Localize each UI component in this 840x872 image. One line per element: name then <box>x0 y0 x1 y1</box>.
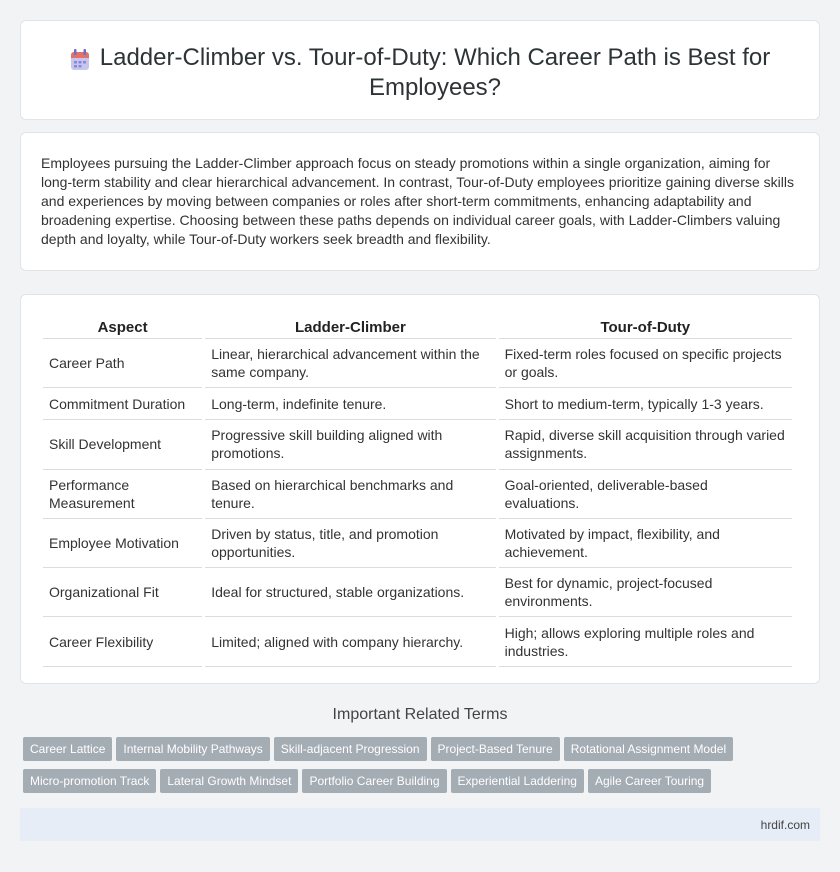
tour-of-duty-cell: Fixed-term roles focused on specific projects or goals. <box>499 339 792 388</box>
tour-of-duty-cell: Best for dynamic, project-focused environments. <box>499 568 792 617</box>
related-term-tag[interactable]: Internal Mobility Pathways <box>116 737 269 761</box>
aspect-cell: Career Path <box>43 339 202 388</box>
ladder-climber-cell: Long-term, indefinite tenure. <box>205 388 495 420</box>
table-header-row <box>43 311 792 339</box>
ladder-climber-cell: Based on hierarchical benchmarks and tenure. <box>205 470 495 519</box>
table-row <box>43 388 792 420</box>
title-card <box>20 20 820 120</box>
related-term-tag[interactable]: Agile Career Touring <box>588 769 711 793</box>
tour-of-duty-cell: Rapid, diverse skill acquisition through varied assignments. <box>499 420 792 469</box>
related-term-tag[interactable]: Rotational Assignment Model <box>564 737 733 761</box>
related-term-tag[interactable]: Experiential Laddering <box>451 769 584 793</box>
page-title: Ladder-Climber vs. Tour-of-Duty: Which Career Path is Best for Employees? <box>99 44 771 101</box>
related-terms-heading: Important Related Terms <box>332 706 508 723</box>
footer <box>20 808 820 841</box>
aspect-cell: Organizational Fit <box>43 568 202 617</box>
table-row <box>43 519 792 568</box>
comparison-card <box>20 294 820 684</box>
related-term-tag[interactable]: Project-Based Tenure <box>431 737 560 761</box>
ladder-climber-cell: Driven by status, title, and promotion opportunities. <box>205 519 495 568</box>
table-row <box>43 568 792 617</box>
related-term-tag[interactable]: Lateral Growth Mindset <box>160 769 298 793</box>
tour-of-duty-cell: Motivated by impact, flexibility, and achievement. <box>499 519 792 568</box>
comparison-table <box>40 311 795 667</box>
tour-of-duty-cell: High; allows exploring multiple roles and industries. <box>499 617 792 666</box>
ladder-climber-cell: Progressive skill building aligned with promotions. <box>205 420 495 469</box>
aspect-cell: Employee Motivation <box>43 519 202 568</box>
footer-site-link[interactable]: hrdif.com <box>760 818 810 832</box>
header-ladder-climber: Ladder-Climber <box>205 311 495 339</box>
intro-paragraph: Employees pursuing the Ladder-Climber approach focus on steady promotions within a single organization, aiming for long-term stability and clear hierarchical advancement. In contrast, Tour-of-Duty employees prioritize gaining diverse skills and experiences by moving between companies or roles after short-term commitments, enhancing adaptability and broadening expertise. Choosing between these paths depends on individual career goals, with Ladder-Climbers valuing depth and loyalty, while Tour-of-Duty workers seek breadth and flexibility. <box>41 155 794 247</box>
table-row <box>43 470 792 519</box>
related-term-tag[interactable]: Micro-promotion Track <box>23 769 156 793</box>
aspect-cell: Performance Measurement <box>43 470 202 519</box>
aspect-cell: Skill Development <box>43 420 202 469</box>
aspect-cell: Career Flexibility <box>43 617 202 666</box>
related-term-tag[interactable]: Portfolio Career Building <box>302 769 446 793</box>
header-aspect: Aspect <box>43 311 202 339</box>
aspect-cell: Commitment Duration <box>43 388 202 420</box>
tour-of-duty-cell: Short to medium-term, typically 1-3 years. <box>499 388 792 420</box>
ladder-climber-cell: Ideal for structured, stable organizations. <box>205 568 495 617</box>
related-terms-list <box>22 737 822 801</box>
tour-of-duty-cell: Goal-oriented, deliverable-based evaluations. <box>499 470 792 519</box>
ladder-climber-cell: Linear, hierarchical advancement within the same company. <box>205 339 495 388</box>
related-term-tag[interactable]: Career Lattice <box>23 737 112 761</box>
table-row <box>43 617 792 666</box>
related-term-tag[interactable]: Skill-adjacent Progression <box>274 737 427 761</box>
table-row <box>43 420 792 469</box>
table-row <box>43 339 792 388</box>
header-tour-of-duty: Tour-of-Duty <box>499 311 792 339</box>
intro-card <box>20 132 820 271</box>
ladder-climber-cell: Limited; aligned with company hierarchy. <box>205 617 495 666</box>
